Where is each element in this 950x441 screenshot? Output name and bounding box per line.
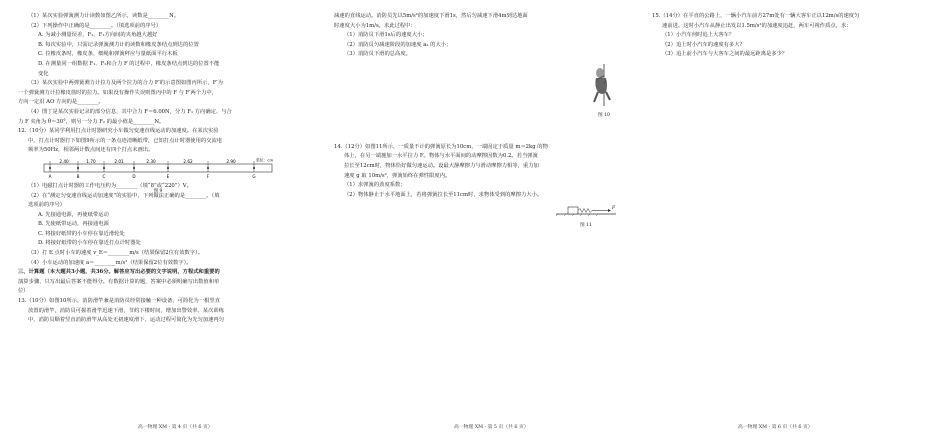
q12-option-b: B. 先使纸带运动，再接通电源 — [38, 221, 109, 228]
q13-stem-cont2: 中，消防员顺着竖直消防滑竿从高处无初速度滑下，运动过程可简化为先匀加速再匀 — [28, 317, 224, 324]
q12-option-a: A. 先接通电源，再使纸带运动 — [38, 211, 109, 218]
q11-part4: （4）图丁是某次实验记录的部分信息，其中合力 F＝6.00N，分力 F₁ 方向确定、与合 — [28, 108, 232, 115]
firefighter-pole-icon — [584, 64, 624, 106]
q13-part2: （2）消防员匀减速阶段的加速度 a₂ 的大小； — [344, 41, 452, 48]
q14-stem-cont2: 拉长至12cm时，物体恰好做匀速运动。设最大静摩擦力与滑动摩擦力相等，重力加 — [344, 162, 539, 169]
section-calc-note: 演算步骤，只写出最后答案不能得分。有数据计算的题，答案中必须明确写出数值和单 — [18, 278, 220, 285]
q12-part4: （4）小车运动的加速度 a＝________m/s²（结果保留2位有效数字）。 — [28, 259, 192, 266]
figure-9-caption: 图 9 — [153, 188, 163, 194]
q14-part1: （1）求弹簧的劲度系数； — [344, 182, 406, 189]
q12-stem: 12.（10分）某同学利用打点计时器研究小车做匀变速直线运动的加速度。在某次实验 — [18, 128, 219, 135]
q15-part1: （1）小汽车何时追上大客车？ — [662, 32, 735, 39]
point-c: C — [102, 173, 106, 179]
figure-10-caption: 图 10 — [598, 112, 610, 118]
q11-part3: （3）某次实验中两弹簧测力计拉力及两个拉力的合力 F′的示意图如图丙所示，F′为 — [28, 80, 223, 87]
point-g: G — [252, 173, 256, 179]
point-e: E — [166, 173, 170, 179]
q15-stem-cont: 速前进。这时小汽车从静止出发以1.5m/s²的加速度追赶，两车可视作质点，求： — [662, 22, 852, 29]
spring-block-diagram — [556, 202, 616, 216]
q11-option-d: D. 在测量同一组数据 F₁、F₂和合力 F 的过程中，橡皮条结点到达的位置不能 — [38, 60, 220, 67]
page-6-column — [652, 12, 934, 60]
q14-stem-cont3: 速度 g 取 10m/s²，弹簧始终在弹性限度内。 — [344, 172, 451, 179]
q12-stem-cont2: 频率为50Hz，相邻两计数点间还有四个打点未画出。 — [28, 147, 154, 154]
page-5-column — [334, 12, 630, 228]
q11-part3-cont2: 方向一定沿 AO 方向的是________。 — [18, 99, 104, 106]
point-a: A — [48, 173, 52, 179]
q12-part3: （3）打 E 点时小车的速度 v_E＝________m/s（结果保留2位有效数字）。 — [28, 250, 204, 257]
q11-option-c: C. 拉橡皮条时，橡皮条、细绳和弹簧秤应与量纸面平行木板 — [38, 51, 178, 58]
page-6-footer: 高一物理 XM · 第 6 页（共 6 页） — [738, 425, 813, 430]
q14-stem: 14.（12分）如图11所示，一质量不计的弹簧原长为10cm，一端固定于质量 m＝2kg 的物 — [334, 143, 548, 150]
q15-part3: （3）追上前小汽车与大客车之间的最远距离是多少？ — [662, 51, 788, 58]
page-4-footer: 高一物理 XM · 第 4 页（共 6 页） — [138, 425, 213, 430]
q13-stem-cont3: 减速的直线运动。消防员先以5m/s²的加速度下滑1s，然后匀减速下滑4m到达地面 — [334, 13, 528, 19]
q12-option-c: C. 将接好纸带的小车停在靠近滑轮处 — [38, 230, 125, 237]
q14-part2: （2）物体静止于水平地面上，若将弹簧拉长至11cm时，求物体受到的摩擦力大小。 — [344, 191, 543, 198]
point-d: D — [132, 173, 136, 179]
section-calc-heading: 三、计算题（本大题共3小题，共36分。解答应写出必要的文字说明、方程式和重要的 — [18, 269, 220, 276]
q12-part2: （2）在“测定匀变速直线运动加速度”的实验中，下列做法正确的是________。（填 — [28, 192, 220, 199]
point-b: B — [76, 173, 80, 179]
figure-11-spring-block — [556, 202, 616, 228]
q13-part3: （3）消防员下滑的总高度。 — [344, 51, 411, 58]
q13-stem-cont4: 时速度大小为1m/s。求此过程中： — [334, 22, 416, 29]
dist-cd: 2.01 — [114, 158, 124, 164]
q13-stem-cont: 放置的滑竿，消防员可握着滑竿迅速下滑，节约下楼时间，增加出警效率。某次训练 — [28, 307, 224, 314]
q12-stem-cont: 中，打点计时器打下如图9所示的一条点迹清晰纸带，已知打点计时器使用的交流电 — [28, 137, 223, 144]
tape-diagram — [40, 158, 276, 182]
q11-option-a: A. 为减小测量误差，F₁、F₂方向间的夹角越大越好 — [38, 32, 158, 39]
point-f: F — [206, 173, 210, 179]
dist-fg: 2.90 — [226, 158, 236, 164]
q11-part1: （1）某次实验弹簧测力计读数如图乙所示，读数是________N。 — [28, 13, 180, 19]
section-calc-note2: 位） — [18, 288, 29, 295]
q13-part1: （1）消防员下滑1s后的速度大小； — [344, 32, 428, 39]
page-4-column — [18, 12, 314, 326]
dist-ab: 2.40 — [59, 158, 69, 164]
q12-part2-cont: 选项前的序号） — [28, 202, 66, 209]
q13-stem: 13.（10分）如图10所示，消防滑竿兼是消防员经常接触一种设备，可简化为一根竖直 — [18, 298, 221, 305]
figure-11-caption: 图 11 — [580, 222, 592, 228]
dist-de: 2.30 — [146, 158, 156, 164]
q15-part2: （2）追上时小汽车的速度有多大？ — [662, 41, 745, 48]
page-5-footer: 高一物理 XM · 第 5 页（共 6 页） — [454, 425, 529, 430]
q12-part1: （1）电磁打点计时器的工作电压约为________（填“8”或“220”）V。 — [28, 182, 192, 189]
q15-stem: 15.（14分）在平直的公路上，一辆小汽车前方27m处有一辆大客车正以12m/s的速度匀 — [652, 13, 860, 19]
q12-option-d: D. 将接好纸带的小车停在靠近打点计时器处 — [38, 240, 141, 247]
figure-10-firefighter — [584, 64, 624, 118]
q14-stem-cont: 体上，在另一端施加一水平拉力 F。物体与水平面间的动摩擦因数为0.2。若当弹簧 — [344, 153, 538, 160]
q11-part3-cont: 一个弹簧测力计拉橡皮筋时的拉力。如果没有操作失误则图丙中的 F 与 F′两个力中， — [18, 89, 217, 96]
dist-ef: 2.62 — [183, 158, 193, 164]
q11-part4-cont: 力 F 夹角为 θ＝30°，则另一分力 F₂ 的最小值是________N。 — [18, 118, 165, 125]
unit-label: 单位：cm — [256, 157, 274, 163]
q11-option-b: B. 每次实验中，只需记录弹簧测力计的读数和橡皮条结点到达的位置 — [38, 41, 199, 48]
q11-option-d-cont: 变化 — [38, 70, 49, 77]
force-label: F — [612, 205, 615, 211]
dist-bc: 1.70 — [86, 158, 96, 164]
q11-part2: （2）下列操作中正确的是________。（填选项前的序号） — [28, 22, 162, 29]
